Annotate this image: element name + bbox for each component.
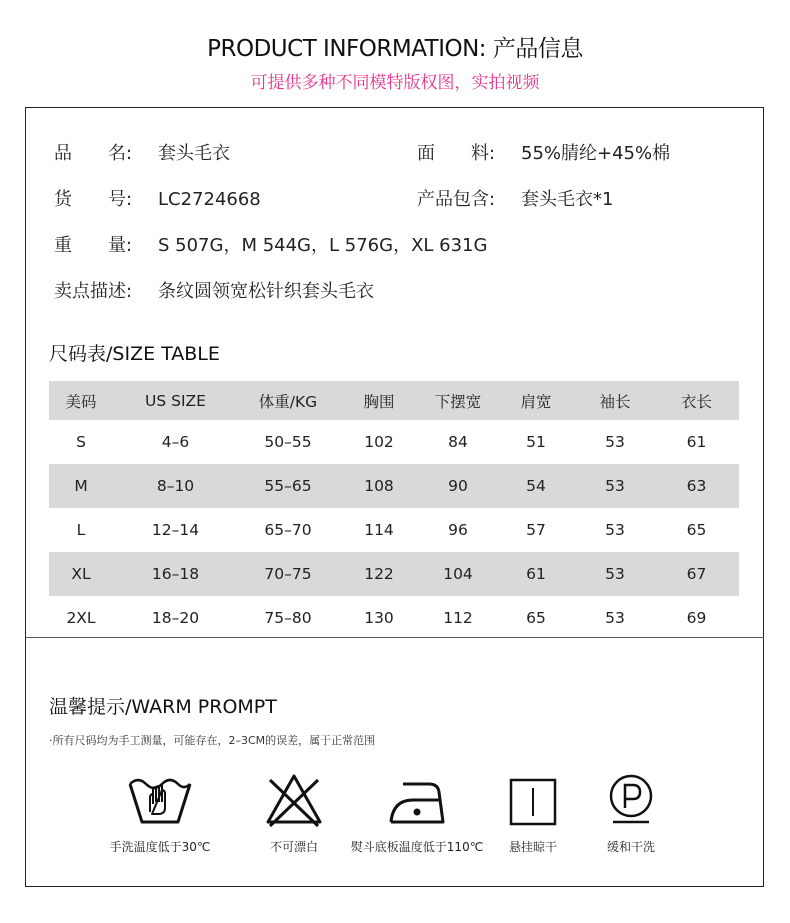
info-desc: [54, 277, 374, 303]
iron-icon: [377, 770, 457, 830]
table-cell: 65: [526, 609, 546, 627]
table-cell: 65: [686, 521, 707, 539]
info-fabric-label: 面 料:: [417, 143, 496, 164]
info-sku: [54, 185, 261, 211]
size-header-cell: 衣长: [680, 392, 712, 411]
page-subtitle: 可提供多种不同模特版权图，实拍视频: [250, 73, 540, 93]
measurement-note: ·所有尺码均为手工测量，可能存在，2–3CM的误差，属于正常范围: [49, 734, 376, 747]
table-cell: 50–55: [264, 433, 312, 451]
info-sku-label: 货 号:: [54, 189, 133, 210]
table-cell: 16–18: [151, 565, 200, 583]
hand-wash-icon: [120, 770, 200, 830]
care-item-no-bleach: [244, 770, 344, 855]
care-item-hang-dry: [493, 770, 573, 855]
table-row: [49, 464, 739, 508]
table-cell: 75–80: [264, 609, 312, 627]
info-contents: [417, 185, 613, 211]
table-cell: 57: [526, 521, 546, 539]
info-desc-value: 条纹圆领宽松针织套头毛衣: [158, 281, 374, 302]
table-cell: 122: [364, 565, 394, 583]
table-row: [49, 552, 739, 596]
size-header-cell: 美码: [65, 392, 97, 411]
care-label: 手洗温度低于30℃: [109, 840, 211, 854]
care-label: 熨斗底板温度低于110℃: [350, 840, 484, 854]
table-cell: L: [76, 521, 86, 539]
table-cell: 112: [443, 609, 473, 627]
table-cell: 104: [443, 565, 473, 583]
size-header-cell: 肩宽: [520, 392, 552, 411]
table-cell: S: [76, 433, 86, 451]
table-row: [49, 508, 739, 552]
size-header-cell: US SIZE: [145, 391, 206, 410]
table-cell: 69: [686, 609, 707, 627]
warm-prompt-title: 温馨提示/WARM PROMPT: [49, 696, 277, 718]
table-cell: 53: [605, 521, 625, 539]
table-cell: 18–20: [151, 609, 200, 627]
table-cell: 53: [605, 609, 625, 627]
table-cell: 130: [364, 609, 394, 627]
care-item-iron: [342, 770, 492, 855]
table-cell: 55–65: [264, 477, 312, 495]
info-name-label: 品 名:: [54, 143, 133, 164]
size-table-title: 尺码表/SIZE TABLE: [49, 343, 220, 365]
table-cell: 61: [526, 565, 546, 583]
size-table-header-row: [49, 381, 739, 420]
dry-clean-p-icon: [591, 770, 671, 830]
table-cell: 53: [605, 433, 625, 451]
table-cell: 2XL: [66, 609, 96, 627]
table-cell: 54: [526, 477, 546, 495]
table-cell: 65–70: [264, 521, 312, 539]
table-cell: 108: [364, 477, 394, 495]
info-desc-label: 卖点描述:: [54, 281, 133, 302]
no-bleach-icon: [254, 770, 334, 830]
table-cell: 53: [605, 565, 625, 583]
table-cell: 102: [364, 433, 394, 451]
table-cell: 61: [686, 433, 707, 451]
table-cell: 67: [686, 565, 707, 583]
care-label: 不可漂白: [269, 840, 318, 854]
info-fabric-value: 55%腈纶+45%棉: [521, 143, 671, 164]
page-title: PRODUCT INFORMATION: 产品信息: [207, 36, 583, 62]
info-sku-value: LC2724668: [158, 189, 261, 210]
table-cell: XL: [71, 565, 91, 583]
care-item-hand-wash: [105, 770, 215, 855]
info-weight-value: S 507G，M 544G，L 576G，XL 631G: [158, 235, 488, 256]
table-row: [49, 596, 739, 640]
size-header-cell: 袖长: [599, 392, 631, 411]
table-cell: 12–14: [151, 521, 200, 539]
table-cell: 8–10: [156, 477, 195, 495]
table-cell: 51: [526, 433, 546, 451]
info-fabric: [417, 139, 670, 165]
size-header-cell: 体重/KG: [258, 392, 318, 411]
size-table: [49, 381, 739, 640]
table-row: [49, 420, 739, 464]
table-cell: 70–75: [264, 565, 312, 583]
info-weight-label: 重 量:: [54, 235, 133, 256]
table-cell: 63: [686, 477, 707, 495]
info-name: [54, 139, 230, 165]
info-weight: [54, 231, 487, 257]
care-label: 悬挂晾干: [508, 840, 557, 854]
info-contents-label: 产品包含:: [417, 189, 496, 210]
care-label: 缓和干洗: [606, 840, 655, 854]
hang-dry-icon: [493, 770, 573, 830]
size-header-cell: 胸围: [363, 392, 395, 411]
table-cell: 84: [448, 433, 468, 451]
size-header-cell: 下摆宽: [434, 392, 482, 411]
info-contents-value: 套头毛衣*1: [521, 189, 614, 210]
table-cell: 96: [448, 521, 468, 539]
table-cell: M: [74, 477, 88, 495]
table-cell: 90: [448, 477, 468, 495]
table-cell: 114: [364, 521, 394, 539]
info-name-value: 套头毛衣: [158, 143, 230, 164]
table-cell: 4–6: [161, 433, 190, 451]
table-cell: 53: [605, 477, 625, 495]
care-item-dry-clean: [591, 770, 671, 855]
